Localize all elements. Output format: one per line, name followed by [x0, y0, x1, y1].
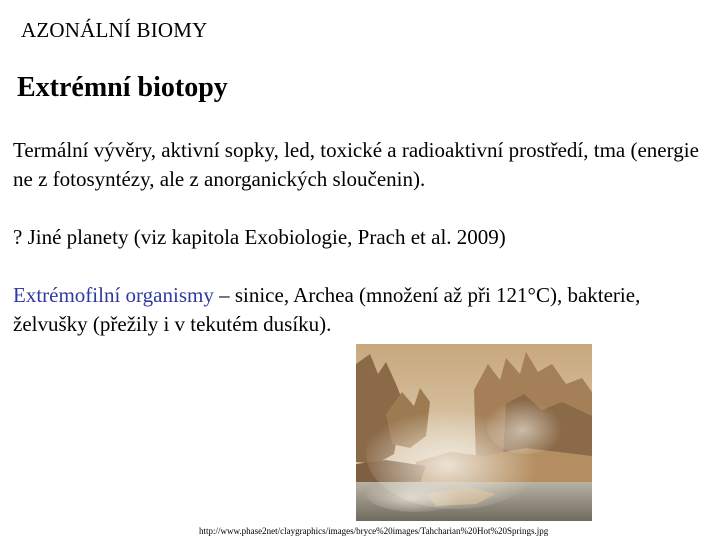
- paragraph-thermal-vents: Termální vývěry, aktivní sopky, led, toxické a radioaktivní prostředí, tma (energie ne z fotosyntézy, ale z anorganických sloučenin).: [13, 138, 699, 191]
- paragraph-other-planets: ? Jiné planety (viz kapitola Exobiologie, Prach et al. 2009): [13, 225, 506, 249]
- paragraph-extremophiles: [13, 281, 703, 339]
- slide-title: Extrémní biotopy: [17, 72, 228, 103]
- extremophiles-term: Extrémofilní organismy: [13, 283, 214, 307]
- image-caption-link[interactable]: http://www.phase2net/claygraphics/images/bryce%20images/Tahcharian%20Hot%20Springs.jpg: [199, 526, 549, 536]
- hot-springs-image: [356, 344, 592, 521]
- extremophiles-description: – sinice, Archea (množení až při 121°C), bakterie, želvušky (přežily i v tekutém dusíku).: [13, 283, 641, 336]
- slide-body: [13, 136, 703, 339]
- slide-header: AZONÁLNÍ BIOMY: [21, 18, 208, 42]
